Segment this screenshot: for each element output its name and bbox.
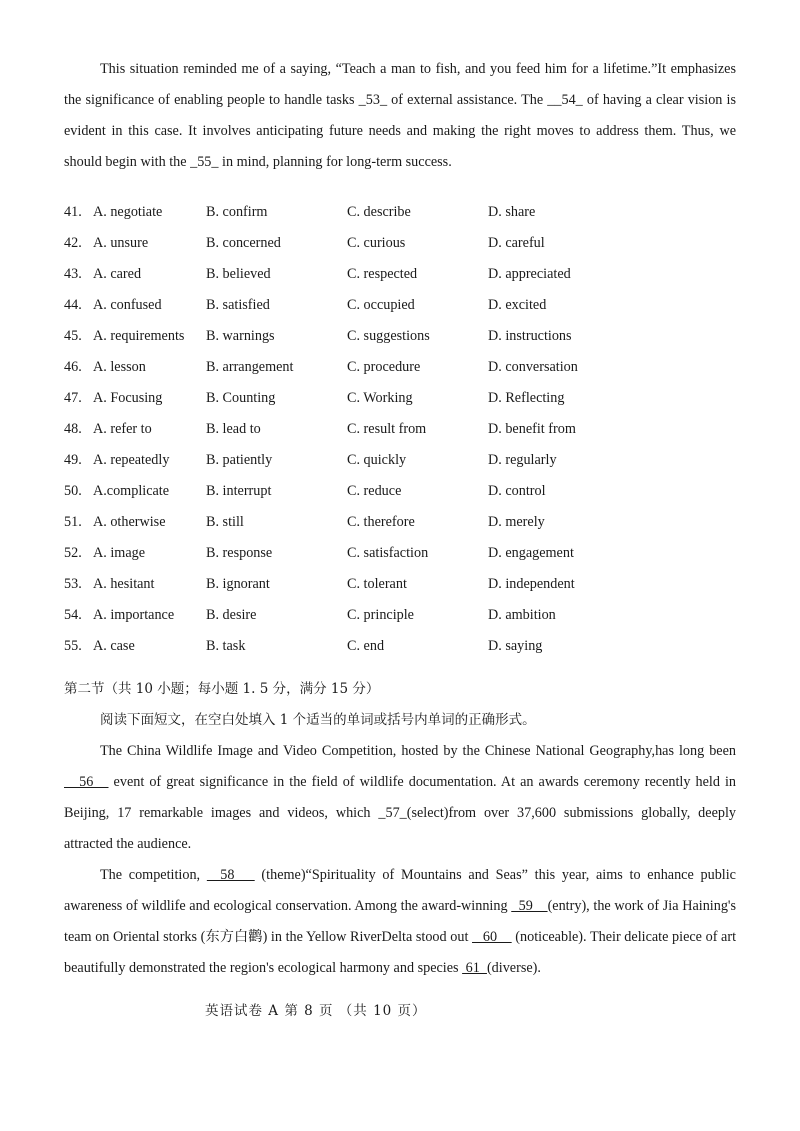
option-b: B. ignorant bbox=[206, 576, 270, 592]
option-c: C. procedure bbox=[347, 359, 421, 375]
option-a: A. image bbox=[93, 545, 146, 561]
text: (diverse). bbox=[486, 960, 541, 976]
option-c: C. satisfaction bbox=[347, 545, 429, 561]
text: (noticeable). Their delicate piece of art beautifully demonstrated the region's ecological harmony and species bbox=[64, 929, 737, 976]
question-number: 52. bbox=[64, 545, 82, 561]
option-d: D. regularly bbox=[488, 452, 557, 468]
option-d: D. independent bbox=[488, 576, 575, 592]
option-a: A. hesitant bbox=[93, 576, 155, 592]
question-row bbox=[64, 290, 704, 321]
option-b: B. desire bbox=[206, 607, 257, 623]
option-a: A. repeatedly bbox=[93, 452, 170, 468]
option-a: A. case bbox=[93, 638, 135, 654]
question-row bbox=[64, 569, 704, 600]
section-2-instruction: 阅读下面短文，在空白处填入 1 个适当的单词或括号内单词的正确形式。 bbox=[100, 712, 536, 728]
option-c: C. quickly bbox=[347, 452, 407, 468]
option-d: D. careful bbox=[488, 235, 545, 251]
question-row bbox=[64, 383, 704, 414]
text: of having a clear vision is evident in this case. It involves anticipating future needs and making the right moves to address them. Thus, we should begin with the bbox=[64, 92, 736, 170]
question-number: 51. bbox=[64, 514, 82, 530]
option-d: D. control bbox=[488, 483, 546, 499]
option-b: B. concerned bbox=[206, 235, 281, 251]
option-a: A. negotiate bbox=[93, 204, 163, 220]
page-footer: 英语试卷 A 第 8 页 （共 10 页） bbox=[205, 1003, 427, 1019]
option-b: B. Counting bbox=[206, 390, 276, 406]
question-row bbox=[64, 321, 704, 352]
question-row bbox=[64, 631, 704, 662]
text: The competition, bbox=[100, 867, 207, 883]
option-c: C. Working bbox=[347, 390, 413, 406]
option-c: C. principle bbox=[347, 607, 414, 623]
question-number: 42. bbox=[64, 235, 82, 251]
question-row bbox=[64, 507, 704, 538]
option-c: C. reduce bbox=[347, 483, 402, 499]
question-number: 45. bbox=[64, 328, 82, 344]
option-c: C. end bbox=[347, 638, 385, 654]
text: in mind, planning for long-term success. bbox=[218, 154, 452, 170]
option-a: A. otherwise bbox=[93, 514, 166, 530]
question-row bbox=[64, 600, 704, 631]
option-b: B. warnings bbox=[206, 328, 275, 344]
blank-54: __54_ bbox=[547, 92, 583, 108]
option-b: B. task bbox=[206, 638, 246, 654]
text: The China Wildlife Image and Video Competition, hosted by the Chinese National Geography,has long been bbox=[100, 743, 736, 759]
option-c: C. tolerant bbox=[347, 576, 407, 592]
blank-61: 61 bbox=[462, 960, 487, 976]
option-a: A.complicate bbox=[93, 483, 170, 499]
blank-59: 59 bbox=[511, 898, 548, 914]
cloze-paragraph-1 bbox=[64, 736, 736, 860]
option-d: D. ambition bbox=[488, 607, 556, 623]
question-row bbox=[64, 228, 704, 259]
question-number: 49. bbox=[64, 452, 82, 468]
option-c: C. respected bbox=[347, 266, 418, 282]
option-b: B. interrupt bbox=[206, 483, 272, 499]
question-row bbox=[64, 476, 704, 507]
option-b: B. satisfied bbox=[206, 297, 270, 313]
option-a: A. requirements bbox=[93, 328, 185, 344]
blank-55: _55_ bbox=[190, 154, 219, 170]
question-number: 43. bbox=[64, 266, 82, 282]
question-number: 53. bbox=[64, 576, 82, 592]
blank-60: 60 bbox=[472, 929, 512, 945]
option-a: A. importance bbox=[93, 607, 175, 623]
question-number: 55. bbox=[64, 638, 82, 654]
multiple-choice-options bbox=[64, 197, 704, 662]
blank-53: _53_ bbox=[358, 92, 388, 108]
option-b: B. patiently bbox=[206, 452, 273, 468]
text: (entry), the work of Jia Haining's team on Oriental storks (东方白鹳) in the Yellow RiverDelta stood out bbox=[64, 898, 736, 945]
passage-ending-paragraph bbox=[64, 54, 736, 178]
option-d: D. merely bbox=[488, 514, 545, 530]
text: (select)from over 37,600 submissions globally, deeply attracted the audience. bbox=[64, 805, 736, 852]
option-d: D. Reflecting bbox=[488, 390, 565, 406]
option-b: B. believed bbox=[206, 266, 271, 282]
option-c: C. curious bbox=[347, 235, 406, 251]
option-d: D. conversation bbox=[488, 359, 578, 375]
question-number: 46. bbox=[64, 359, 82, 375]
option-b: B. arrangement bbox=[206, 359, 294, 375]
option-c: C. describe bbox=[347, 204, 411, 220]
option-a: A. confused bbox=[93, 297, 162, 313]
question-number: 41. bbox=[64, 204, 82, 220]
text: This situation reminded me of a saying, “Teach a man to fish, and you feed him for a lifetime.”It emphasizes the significance of enabling people to handle tasks bbox=[64, 61, 736, 108]
question-number: 48. bbox=[64, 421, 82, 437]
option-d: D. share bbox=[488, 204, 536, 220]
question-number: 50. bbox=[64, 483, 82, 499]
cloze-paragraph-2 bbox=[64, 860, 736, 984]
question-row bbox=[64, 445, 704, 476]
blank-56: 56 bbox=[64, 774, 109, 790]
option-c: C. suggestions bbox=[347, 328, 430, 344]
option-b: B. lead to bbox=[206, 421, 261, 437]
question-number: 54. bbox=[64, 607, 82, 623]
option-b: B. confirm bbox=[206, 204, 268, 220]
option-b: B. response bbox=[206, 545, 273, 561]
option-d: D. instructions bbox=[488, 328, 572, 344]
option-d: D. benefit from bbox=[488, 421, 576, 437]
option-a: A. refer to bbox=[93, 421, 152, 437]
question-row bbox=[64, 414, 704, 445]
text: event of great significance in the field of wildlife documentation. At an awards ceremony recently held in Beijing, 17 remarkable images and videos, which bbox=[64, 774, 737, 821]
text: (theme)“Spirituality of Mountains and Seas” this year, aims to enhance public awareness of wildlife and ecological conservation. Among the award-winning bbox=[64, 867, 736, 914]
option-a: A. cared bbox=[93, 266, 142, 282]
blank-57: _57_ bbox=[378, 805, 407, 821]
option-d: D. saying bbox=[488, 638, 543, 654]
blank-58: 58 bbox=[206, 867, 255, 883]
option-d: D. engagement bbox=[488, 545, 574, 561]
section-2-title: 第二节（共 10 小题；每小题 1. 5 分，满分 15 分） bbox=[64, 681, 380, 697]
question-row bbox=[64, 538, 704, 569]
question-row bbox=[64, 352, 704, 383]
option-a: A. lesson bbox=[93, 359, 146, 375]
option-d: D. excited bbox=[488, 297, 547, 313]
question-row bbox=[64, 197, 704, 228]
option-c: C. occupied bbox=[347, 297, 415, 313]
option-c: C. result from bbox=[347, 421, 427, 437]
question-number: 47. bbox=[64, 390, 82, 406]
option-a: A. unsure bbox=[93, 235, 149, 251]
question-number: 44. bbox=[64, 297, 82, 313]
text: of external assistance. The bbox=[387, 92, 548, 108]
option-a: A. Focusing bbox=[93, 390, 163, 406]
option-d: D. appreciated bbox=[488, 266, 571, 282]
option-c: C. therefore bbox=[347, 514, 415, 530]
option-b: B. still bbox=[206, 514, 244, 530]
question-row bbox=[64, 259, 704, 290]
